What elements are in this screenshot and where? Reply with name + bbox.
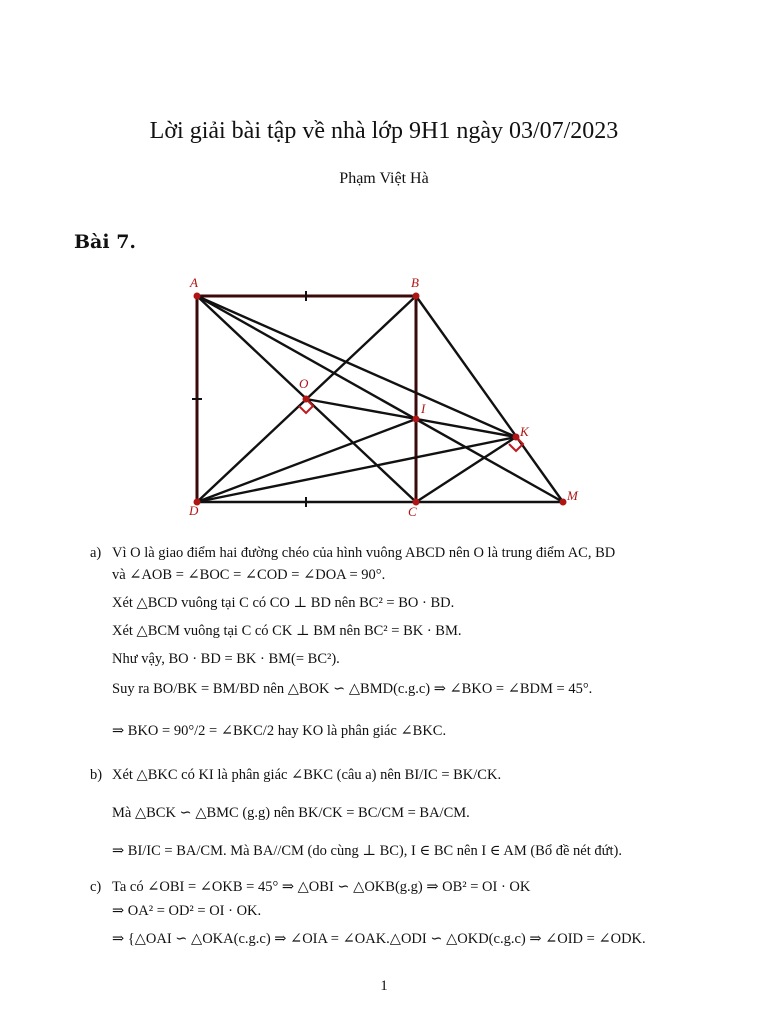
part-a-line-5: Như vậy, BO · BD = BK · BM(= BC²). xyxy=(112,651,340,667)
part-b-line-3: ⇒ BI/IC = BA/CM. Mà BA//CM (do cùng ⊥ BC), I ∈ BC nên I ∈ AM (Bổ đề nét đứt). xyxy=(112,843,622,859)
section-heading: Bài 7. xyxy=(74,231,137,253)
part-a-line-7: ⇒ BKO = 90°/2 = ∠BKC/2 hay KO là phân giác ∠BKC. xyxy=(112,723,447,739)
part-a-line-6: Suy ra BO/BK = BM/BD nên △BOK ∽ △BMD(c.g.c) ⇒ ∠BKO = ∠BDM = 45°. xyxy=(112,681,593,697)
part-a-line-4: Xét △BCM vuông tại C có CK ⊥ BM nên BC² = BK · BM. xyxy=(112,623,462,639)
label-I: I xyxy=(421,401,426,416)
label-D: D xyxy=(189,503,199,518)
part-a-line-2: và ∠AOB = ∠BOC = ∠COD = ∠DOA = 90°. xyxy=(112,567,386,583)
label-A: A xyxy=(190,275,198,290)
part-b-line-2: Mà △BCK ∽ △BMC (g.g) nên BK/CK = BC/CM = BA/CM. xyxy=(112,805,470,821)
part-a-line-1: Vì O là giao điểm hai đường chéo của hình vuông ABCD nên O là trung điểm AC, BD xyxy=(112,545,616,561)
author-name: Phạm Việt Hà xyxy=(339,170,429,187)
page-title: Lời giải bài tập về nhà lớp 9H1 ngày 03/07/2023 xyxy=(149,118,619,144)
part-b-line-1: Xét △BKC có KI là phân giác ∠BKC (câu a) nên BI/IC = BK/CK. xyxy=(112,767,502,783)
label-K: K xyxy=(520,424,529,439)
page-number: 1 xyxy=(380,978,388,994)
part-c-line-3: ⇒ {△OAI ∽ △OKA(c.g.c) ⇒ ∠OIA = ∠OAK.△ODI ∽ △OKD(c.g.c) ⇒ ∠OID = ∠ODK. xyxy=(112,931,646,947)
part-a-line-3: Xét △BCD vuông tại C có CO ⊥ BD nên BC² = BO · BD. xyxy=(112,595,455,611)
part-c-label: c) xyxy=(90,879,102,895)
part-a-label: a) xyxy=(90,545,102,561)
part-c-line-2: ⇒ OA² = OD² = OI · OK. xyxy=(112,903,262,919)
label-B: B xyxy=(411,275,419,290)
label-C: C xyxy=(408,504,417,519)
part-c-line-1: Ta có ∠OBI = ∠OKB = 45° ⇒ △OBI ∽ △OKB(g.g) ⇒ OB² = OI · OK xyxy=(112,879,531,895)
label-O: O xyxy=(299,376,309,391)
part-b-label: b) xyxy=(90,767,103,783)
label-M: M xyxy=(567,488,578,503)
